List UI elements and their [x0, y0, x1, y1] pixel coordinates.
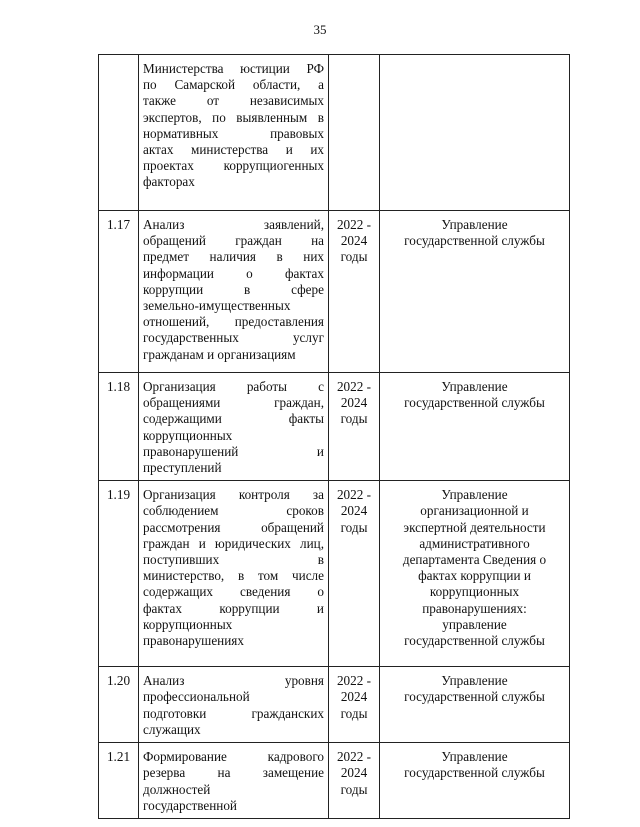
item-number	[99, 55, 139, 211]
responsible-cell	[380, 667, 570, 743]
activity-text-line: правонарушений и	[143, 443, 324, 459]
activity-cell	[139, 211, 329, 373]
responsible-text-line: управление	[442, 616, 507, 632]
measures-table	[98, 54, 570, 819]
activity-text-line: фактах коррупции и	[143, 600, 324, 616]
activity-text-line: обращений граждан на	[143, 233, 324, 249]
term-text-line: 2024	[340, 233, 368, 249]
term-cell	[329, 667, 380, 743]
responsible-text-line: государственной службы	[404, 765, 545, 781]
term-text-line: годы	[340, 249, 368, 265]
activity-text-line: государственной	[143, 797, 237, 813]
responsible-text-line: государственной службы	[404, 689, 545, 705]
responsible-text-line: Управление	[441, 749, 508, 765]
activity-cell	[139, 667, 329, 743]
activity-text-line: содержащих сведения о	[143, 584, 324, 600]
activity-text-line: коррупционных	[143, 616, 233, 632]
activity-text-line: коррупционных	[143, 427, 233, 443]
activity-text-line: проектах коррупциогенных	[143, 158, 324, 174]
term-text-line: годы	[340, 705, 368, 721]
term-text-line: 2022 -	[336, 749, 372, 765]
item-number: 1.20	[99, 667, 139, 743]
responsible-text-line: департамента Сведения о	[402, 552, 547, 568]
term-cell	[329, 743, 380, 819]
activity-text-line: также от независимых	[143, 93, 324, 109]
term-text-line: 2022 -	[336, 217, 372, 232]
term-cell	[329, 211, 380, 373]
responsible-cell	[380, 373, 570, 481]
activity-text-line: Анализ заявлений,	[143, 217, 324, 232]
activity-cell	[139, 55, 329, 211]
activity-text-line: информации о фактах	[143, 265, 324, 281]
activity-text-line: содержащими факты	[143, 411, 324, 427]
responsible-text-line: Управление	[441, 487, 508, 503]
activity-cell	[139, 373, 329, 481]
activity-text-line: Организация контроля за	[143, 487, 324, 503]
activity-text-line: гражданам и организациям	[143, 346, 296, 362]
responsible-cell	[380, 55, 570, 211]
activity-text-line: Организация работы с	[143, 379, 324, 394]
responsible-text-line: Управление	[441, 379, 508, 394]
term-cell	[329, 55, 380, 211]
activity-text-line: граждан и юридических лиц,	[143, 535, 324, 551]
activity-text-line: служащих	[143, 721, 201, 737]
activity-text-line: Анализ уровня	[143, 673, 324, 689]
item-number: 1.19	[99, 481, 139, 667]
activity-text-line: по Самарской области, а	[143, 77, 324, 93]
responsible-text-line: государственной службы	[404, 633, 545, 649]
table-row	[99, 211, 570, 373]
table-row	[99, 373, 570, 481]
activity-text-line: подготовки гражданских	[143, 705, 324, 721]
activity-text-line: экспертов, по выявленным в	[143, 109, 324, 125]
activity-text-line: преступлений	[143, 460, 222, 476]
responsible-text-line: организационной и	[420, 503, 529, 519]
table-row	[99, 481, 570, 667]
activity-text-line: резерва на замещение	[143, 765, 324, 781]
activity-text-line: факторах	[143, 174, 195, 190]
term-text-line: годы	[340, 519, 368, 535]
item-number: 1.17	[99, 211, 139, 373]
responsible-text-line: Управление	[441, 217, 508, 232]
term-text-line: 2022 -	[336, 487, 372, 503]
responsible-cell	[380, 743, 570, 819]
activity-text-line: земельно-имущественных	[143, 298, 291, 314]
activity-text-line: актах министерства и их	[143, 142, 324, 158]
activity-text-line: должностей	[143, 781, 211, 797]
activity-text-line: предмет наличия в них	[143, 249, 324, 265]
term-text-line: 2024	[340, 689, 368, 705]
activity-text-line: министерство, в том числе	[143, 568, 324, 584]
term-text-line: 2022 -	[336, 673, 372, 689]
term-cell	[329, 373, 380, 481]
activity-text-line: правонарушениях	[143, 633, 244, 649]
responsible-text-line: экспертной деятельности	[403, 519, 546, 535]
activity-cell	[139, 743, 329, 819]
activity-text-line: коррупции в сфере	[143, 281, 324, 297]
activity-text-line: государственных услуг	[143, 330, 324, 346]
activity-text-line: Министерства юстиции РФ	[143, 61, 324, 76]
table-row	[99, 667, 570, 743]
responsible-text-line: государственной службы	[404, 395, 545, 411]
term-text-line: 2024	[340, 395, 368, 411]
responsible-text-line: фактах коррупции и	[418, 568, 531, 584]
responsible-cell	[380, 211, 570, 373]
term-text-line: 2022 -	[336, 379, 372, 394]
term-text-line: годы	[340, 781, 368, 797]
activity-text-line: рассмотрения обращений	[143, 519, 324, 535]
item-number: 1.21	[99, 743, 139, 819]
activity-cell	[139, 481, 329, 667]
responsible-text-line: правонарушениях:	[422, 600, 527, 616]
responsible-text-line: государственной службы	[404, 233, 545, 249]
term-text-line: 2024	[340, 503, 368, 519]
activity-text-line: Формирование кадрового	[143, 749, 324, 765]
table-row	[99, 743, 570, 819]
responsible-text-line: административного	[419, 535, 530, 551]
activity-text-line: отношений, предоставления	[143, 314, 324, 330]
term-text-line: годы	[340, 411, 368, 427]
term-text-line: 2024	[340, 765, 368, 781]
responsible-cell	[380, 481, 570, 667]
page-number: 35	[313, 22, 327, 37]
table-row	[99, 55, 570, 211]
item-number: 1.18	[99, 373, 139, 481]
term-cell	[329, 481, 380, 667]
activity-text-line: нормативных правовых	[143, 125, 324, 141]
responsible-text-line: коррупционных	[429, 584, 520, 600]
activity-text-line: профессиональной	[143, 689, 250, 705]
responsible-text-line: Управление	[441, 673, 508, 689]
activity-text-line: поступивших в	[143, 552, 324, 568]
table-body	[99, 55, 570, 819]
activity-text-line: обращениями граждан,	[143, 395, 324, 411]
activity-text-line: соблюдением сроков	[143, 503, 324, 519]
